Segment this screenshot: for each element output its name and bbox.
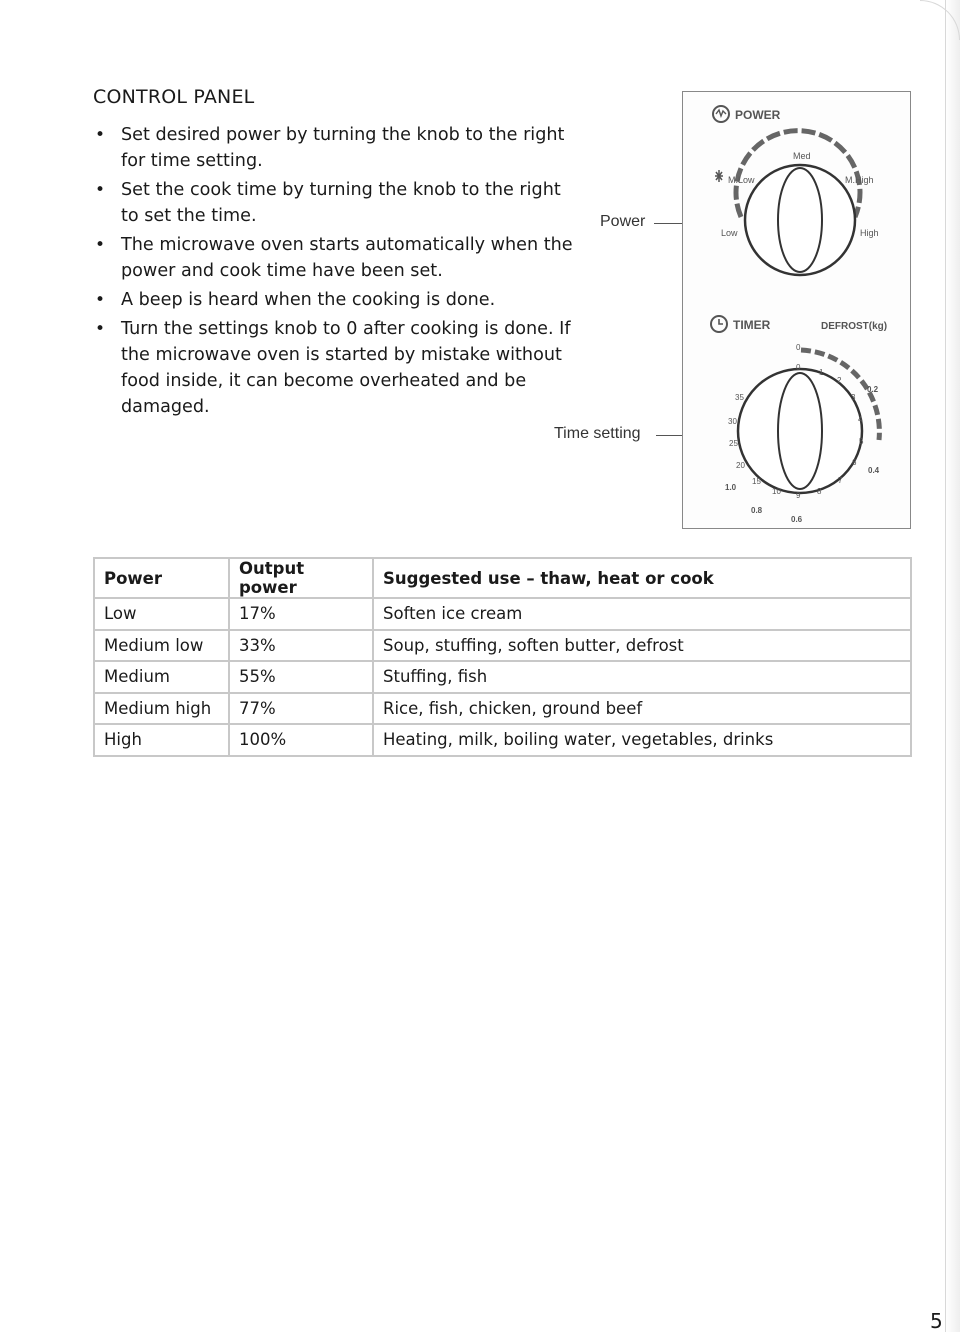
table-cell: 17%	[229, 598, 373, 630]
table-cell: Medium low	[94, 630, 229, 662]
table-cell: Soften ice cream	[373, 598, 911, 630]
control-panel-illustration	[682, 91, 911, 529]
table-cell: Heating, milk, boiling water, vegetables, drinks	[373, 724, 911, 756]
table-row	[94, 661, 911, 693]
timer-mark: 5	[859, 437, 864, 446]
timer-mark: 20	[736, 461, 745, 470]
defrost-mark: 0.8	[751, 506, 763, 515]
table-header-cell: Output power	[229, 558, 373, 598]
section-heading: CONTROL PANEL	[93, 86, 255, 108]
table-cell: Soup, stuffing, soften butter, defrost	[373, 630, 911, 662]
table-cell: High	[94, 724, 229, 756]
list-item-text: Set desired power by turning the knob to the right for time setting.	[121, 125, 565, 171]
table-row	[94, 598, 911, 630]
power-mark-high: High	[860, 228, 879, 238]
defrost-icon	[715, 170, 723, 182]
timer-mark: 15	[752, 477, 761, 486]
bullet-icon: •	[95, 290, 106, 310]
list-item-text: Turn the settings knob to 0 after cooking is done. If the microwave oven is started by mistake without food inside, it can become overheated and be damaged.	[121, 319, 571, 417]
table-row	[94, 724, 911, 756]
table-cell: Stuffing, fish	[373, 661, 911, 693]
power-section-label: POWER	[735, 108, 781, 122]
bullet-icon: •	[95, 235, 106, 255]
bullet-icon: •	[95, 180, 106, 200]
defrost-mark: 1.0	[725, 483, 737, 492]
power-mark-mlow: M.Low	[728, 175, 755, 185]
defrost-section-label: DEFROST(kg)	[821, 321, 888, 332]
list-item	[93, 232, 583, 284]
timer-mark: 25	[729, 439, 738, 448]
table-header-cell: Power	[94, 558, 229, 598]
table-row	[94, 693, 911, 725]
bullet-icon: •	[95, 125, 106, 145]
bullet-icon: •	[95, 319, 106, 339]
defrost-mark: 0.6	[791, 515, 803, 524]
list-item-text: The microwave oven starts automatically when the power and cook time have been set.	[121, 235, 573, 281]
timer-mark: 0	[796, 363, 801, 372]
timer-knob	[738, 369, 862, 493]
defrost-mark: 0.2	[867, 385, 879, 394]
table-row	[94, 630, 911, 662]
table-cell: 100%	[229, 724, 373, 756]
timer-mark: 35	[735, 393, 744, 402]
timer-mark: 8	[817, 487, 822, 496]
list-item	[93, 177, 583, 229]
power-mark-low: Low	[721, 228, 738, 238]
table-header-cell: Suggested use – thaw, heat or cook	[373, 558, 911, 598]
clock-icon	[711, 316, 727, 332]
list-item	[93, 122, 583, 174]
table-cell: Medium high	[94, 693, 229, 725]
list-item-text: Set the cook time by turning the knob to the right to set the time.	[121, 180, 561, 226]
defrost-mark: 0.4	[868, 466, 880, 475]
table-header-row	[94, 558, 911, 598]
time-callout-line	[656, 435, 682, 436]
instruction-list	[93, 122, 583, 423]
time-callout-label: Time setting	[554, 425, 641, 442]
timer-mark: 3	[851, 393, 856, 402]
power-knob	[745, 165, 855, 275]
table-cell: 77%	[229, 693, 373, 725]
power-mark-mhigh: M.High	[845, 175, 874, 185]
table-cell: 55%	[229, 661, 373, 693]
timer-mark: 7	[838, 476, 843, 485]
timer-mark: 30	[728, 417, 737, 426]
power-callout-label: Power	[600, 213, 646, 230]
timer-mark: 2	[837, 376, 842, 385]
timer-section-label: TIMER	[733, 318, 771, 332]
power-icon	[713, 106, 729, 122]
timer-mark: 10	[772, 487, 781, 496]
power-mark-med: Med	[793, 151, 811, 161]
timer-mark: 0	[796, 343, 801, 352]
page-edge	[945, 0, 960, 1332]
timer-mark: 4	[858, 415, 863, 424]
list-item-text: A beep is heard when the cooking is done.	[121, 290, 496, 310]
list-item	[93, 316, 583, 420]
table-cell: Medium	[94, 661, 229, 693]
table-cell: Rice, fish, chicken, ground beef	[373, 693, 911, 725]
timer-mark: 1	[819, 368, 824, 377]
table-cell: 33%	[229, 630, 373, 662]
power-level-table	[93, 557, 912, 757]
page-number: 5	[930, 1309, 943, 1333]
power-callout-line	[654, 223, 682, 224]
table-cell: Low	[94, 598, 229, 630]
timer-mark: 6	[852, 458, 857, 467]
timer-mark: 9	[796, 491, 801, 500]
list-item	[93, 287, 583, 313]
